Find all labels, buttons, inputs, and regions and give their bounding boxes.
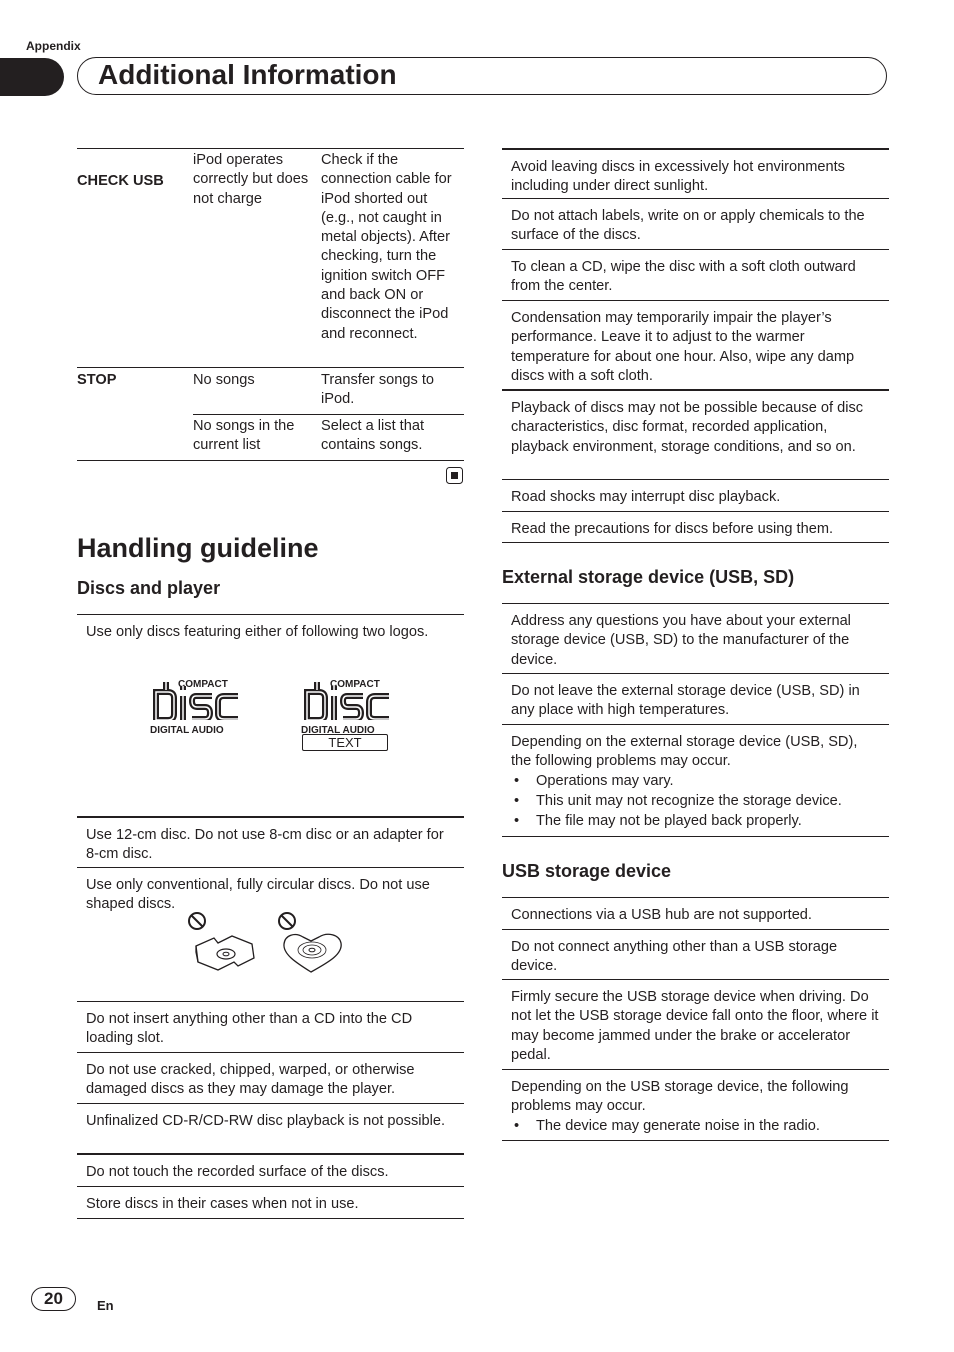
rule-row: To clean a CD, wipe the disc with a soft cloth outward from the center.	[502, 250, 889, 301]
subsection-heading: USB storage device	[502, 861, 672, 881]
rule-row: Store discs in their cases when not in use.	[77, 1187, 464, 1219]
rule-text: Depending on the external storage device (USB, SD), the following problems may occur.	[511, 734, 858, 770]
rule-bullet-cell	[502, 1070, 889, 1141]
subsection-heading: Discs and player	[77, 578, 221, 598]
rule-row: Read the precautions for discs before using them.	[502, 512, 889, 543]
table-rule	[77, 148, 464, 149]
page-header	[77, 57, 887, 95]
rule-row: Do not connect anything other than a USB storage device.	[502, 930, 889, 980]
rule-row: Do not attach labels, write on or apply chemicals to the surface of the discs.	[502, 199, 889, 250]
bullet-item: • The device may generate noise in the radio.	[511, 1117, 880, 1136]
section-label: Appendix	[26, 39, 81, 53]
error-code: STOP	[77, 372, 117, 388]
bullet-item: • This unit may not recognize the storage device.	[511, 792, 880, 811]
rule-row: Do not insert anything other than a CD into the CD loading slot.	[77, 1002, 464, 1053]
bullet-list	[511, 772, 880, 832]
logo-bottom: DIGITAL AUDIO	[150, 725, 224, 736]
section-tab	[0, 58, 64, 96]
table-rule	[193, 414, 464, 415]
disc-wordmark-icon	[301, 680, 391, 720]
logo-top: COMPACT	[330, 679, 380, 690]
error-code: CHECK USB	[77, 173, 164, 189]
table-rule	[77, 367, 464, 368]
error-action: Check if the connection cable for iPod shorted out (e.g., not caught in metal objects). After checking, turn the ignition switch OFF and back ON or disconnect the iPod and reconnect.	[321, 152, 452, 342]
section-heading: Handling guideline	[77, 533, 319, 563]
logo-bottom: DIGITAL AUDIO	[301, 725, 375, 736]
page-number: 20	[31, 1287, 76, 1311]
subsection-heading: External storage device (USB, SD)	[502, 567, 795, 587]
error-cause: No songs in the current list	[193, 418, 295, 454]
rule-text: Depending on the USB storage device, the following problems may occur.	[511, 1079, 849, 1115]
heart-disc-icon	[275, 910, 349, 976]
rule-row: Firmly secure the USB storage device when driving. Do not let the USB storage device fall onto the floor, where it may become jammed under the brake or accelerator pedal.	[502, 980, 889, 1070]
page-title: Additional Information	[98, 59, 397, 90]
rule-row: Condensation may temporarily impair the player’s performance. Leave it to adjust to the warmer temperature for about one hour. Also, wipe any damp discs with a soft cloth.	[502, 301, 889, 391]
shaped-disc-icon	[186, 910, 256, 976]
end-of-section-icon	[446, 467, 463, 484]
table-rule	[77, 460, 464, 461]
compact-disc-text-logo	[301, 676, 393, 756]
rule-row: Use 12-cm disc. Do not use 8-cm disc or an adapter for 8-cm disc.	[77, 818, 464, 868]
rule-row: Road shocks may interrupt disc playback.	[502, 480, 889, 512]
bullet-item: • The file may not be played back properly.	[511, 812, 880, 831]
rule-row: Do not touch the recorded surface of the discs.	[77, 1155, 464, 1187]
rule-row: Avoid leaving discs in excessively hot environments including under direct sunlight.	[502, 150, 889, 199]
rule-text: Use only conventional, fully circular discs. Do not use shaped discs.	[86, 877, 430, 913]
compact-disc-logo	[150, 676, 242, 736]
language-code: En	[97, 1298, 114, 1313]
rule-bullet-cell	[502, 725, 889, 837]
error-cause: No songs	[193, 372, 255, 388]
rule-row: Connections via a USB hub are not supported.	[502, 898, 889, 930]
rule-row: Playback of discs may not be possible because of disc characteristics, disc format, recorded application, playback environment, storage conditions, and so on.	[502, 391, 889, 480]
rule-row: Do not leave the external storage device (USB, SD) in any place with high temperatures.	[502, 674, 889, 725]
rule-row: Address any questions you have about your external storage device (USB, SD) to the manufacturer of the device.	[502, 604, 889, 674]
disc-wordmark-icon	[150, 680, 240, 720]
rule-row: Do not use cracked, chipped, warped, or otherwise damaged discs as they may damage the player.	[77, 1053, 464, 1104]
rule-row: Unfinalized CD-R/CD-RW disc playback is not possible.	[77, 1104, 464, 1155]
logo-top: COMPACT	[178, 679, 228, 690]
error-cause: iPod operates correctly but does not charge	[193, 152, 309, 207]
bullet-item: • Operations may vary.	[511, 772, 880, 791]
error-action: Select a list that contains songs.	[321, 418, 425, 454]
rule-text: Use only discs featuring either of following two logos.	[86, 624, 429, 640]
logo-text-box: TEXT	[302, 734, 388, 751]
error-action: Transfer songs to iPod.	[321, 372, 435, 408]
rule-logo-cell	[77, 615, 464, 818]
rule-shaped-cell	[77, 868, 464, 1002]
bullet-list	[511, 1117, 880, 1136]
